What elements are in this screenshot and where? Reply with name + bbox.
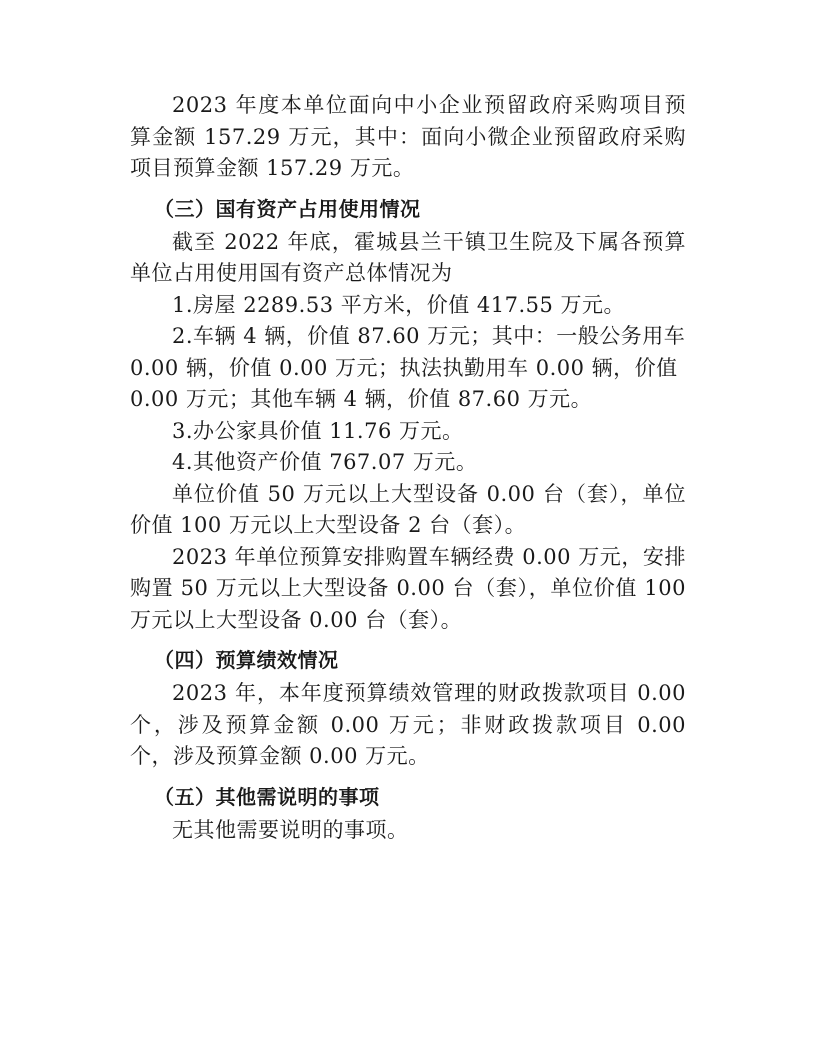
assets-intro: 截至 2022 年底，霍城县兰干镇卫生院及下属各预算单位占用使用国有资产总体情况为 (130, 229, 686, 285)
section-heading-other: （五）其他需说明的事项 (154, 784, 380, 809)
performance-paragraph: 2023 年，本年度预算绩效管理的财政拨款项目 0.00 个，涉及预算金额 0.00 万元；非财政拨款项目 0.00 个，涉及预算金额 0.00 万元。 (130, 681, 686, 768)
asset-item-housing: 1.房屋 2289.53 平方米，价值 417.55 万元。 (172, 292, 626, 317)
section-heading-performance: （四）预算绩效情况 (154, 648, 339, 672)
budget-2023-paragraph: 2023 年单位预算安排购置车辆经费 0.00 万元，安排购置 50 万元以上大型设备 0.00 台（套），单位价值 100 万元以上大型设备 0.00 台（套）。 (130, 544, 686, 632)
asset-item-furniture: 3.办公家具价值 11.76 万元。 (172, 418, 464, 443)
document-page (130, 90, 686, 846)
equipment-paragraph: 单位价值 50 万元以上大型设备 0.00 台（套），单位价值 100 万元以上大型设备 2 台（套）。 (130, 481, 686, 537)
procurement-paragraph: 2023 年度本单位面向中小企业预留政府采购项目预算金额 157.29 万元，其中：面向小微企业预留政府采购项目预算金额 157.29 万元。 (130, 93, 686, 180)
asset-item-vehicles: 2.车辆 4 辆，价值 87.60 万元；其中：一般公务用车 0.00 辆，价值 0.00 万元；执法执勤用车 0.00 辆，价值 0.00 万元；其他车辆 4 辆，价值 87.60 万元。 (130, 324, 686, 411)
other-paragraph: 无其他需要说明的事项。 (172, 817, 409, 842)
section-heading-assets: （三）国有资产占用使用情况 (154, 196, 421, 221)
asset-item-other: 4.其他资产价值 767.07 万元。 (172, 450, 478, 474)
